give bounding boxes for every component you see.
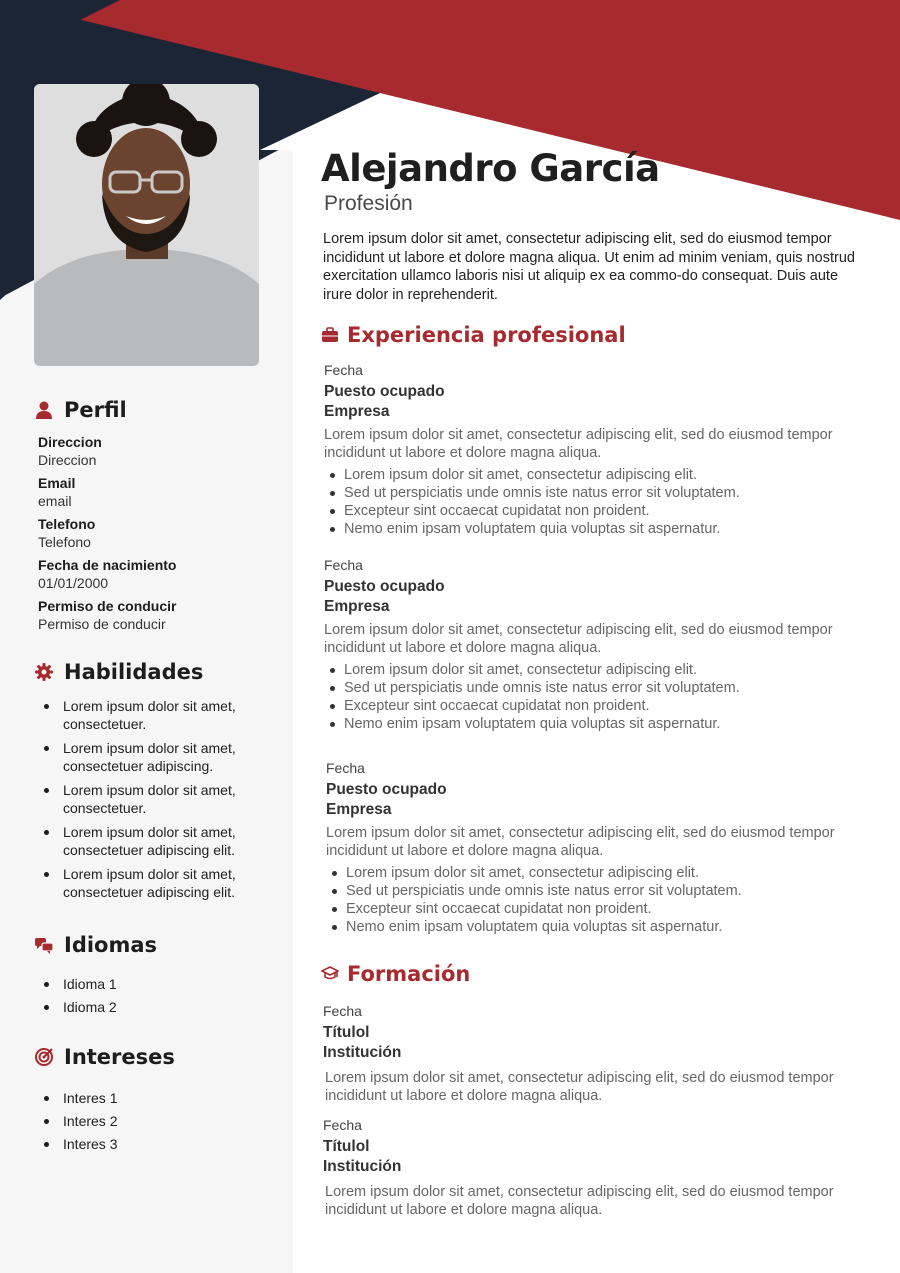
entry-bullets xyxy=(324,466,869,538)
education-entry xyxy=(323,1002,868,1105)
experience-heading xyxy=(321,323,626,347)
bullet-item: Excepteur sint occaecat cupidatat non proident. xyxy=(324,502,869,520)
contact-value: email xyxy=(38,493,72,509)
bullet-item: Nemo enim ipsam voluptatem quia voluptas sit aspernatur. xyxy=(324,520,869,538)
skill-item: Lorem ipsum dolor sit amet, consectetuer adipiscing. xyxy=(44,739,274,775)
bullet-item: Sed ut perspiciatis unde omnis iste natus error sit voluptatem. xyxy=(326,882,871,900)
experience-title: Experiencia profesional xyxy=(347,323,626,347)
skill-item: Lorem ipsum dolor sit amet, consectetuer. xyxy=(44,781,274,817)
education-title: Formación xyxy=(347,962,471,986)
language-item: Idioma 2 xyxy=(44,998,274,1016)
bullet-item: Lorem ipsum dolor sit amet, consectetur adipiscing elit. xyxy=(326,864,871,882)
contact-value: Direccion xyxy=(38,452,97,468)
entry-date: Fecha xyxy=(326,760,365,776)
entry-date: Fecha xyxy=(324,362,363,378)
contact-label: Permiso de conducir xyxy=(38,598,177,614)
entry-degree: Títulol xyxy=(323,1024,370,1041)
experience-entry xyxy=(326,759,871,936)
bullet-item: Nemo enim ipsam voluptatem quia voluptas sit aspernatur. xyxy=(326,918,871,936)
entry-date: Fecha xyxy=(323,1003,362,1019)
profile-photo xyxy=(34,84,259,366)
education-entry xyxy=(323,1116,868,1219)
entry-description: Lorem ipsum dolor sit amet, consectetur adipiscing elit, sed do eiusmod tempor incididunt ut labore et dolore magna aliqua. xyxy=(325,1070,834,1104)
entry-description: Lorem ipsum dolor sit amet, consectetur adipiscing elit, sed do eiusmod tempor incididunt ut labore et dolore magna aliqua. xyxy=(324,622,833,656)
skills-title: Habilidades xyxy=(64,660,204,684)
bullet-item: Excepteur sint occaecat cupidatat non proident. xyxy=(326,900,871,918)
profession: Profesión xyxy=(324,192,413,215)
entry-description: Lorem ipsum dolor sit amet, consectetur adipiscing elit, sed do eiusmod tempor incididunt ut labore et dolore magna aliqua. xyxy=(325,1184,834,1218)
target-icon xyxy=(34,1047,54,1067)
contact-label: Fecha de nacimiento xyxy=(38,557,177,573)
interest-item: Interes 3 xyxy=(44,1135,274,1153)
entry-institution: Institución xyxy=(323,1044,402,1061)
bullet-item: Excepteur sint occaecat cupidatat non proident. xyxy=(324,697,869,715)
contact-details xyxy=(38,434,278,633)
entry-company: Empresa xyxy=(324,403,390,420)
entry-role: Puesto ocupado xyxy=(324,383,445,400)
interests-list xyxy=(44,1089,274,1158)
profile-title: Perfil xyxy=(64,398,127,422)
skill-item: Lorem ipsum dolor sit amet, consectetuer. xyxy=(44,697,274,733)
entry-company: Empresa xyxy=(324,598,390,615)
experience-entry xyxy=(324,556,869,733)
skill-item: Lorem ipsum dolor sit amet, consectetuer adipiscing elit. xyxy=(44,823,274,859)
graduation-cap-icon xyxy=(321,965,339,983)
languages-heading xyxy=(34,933,157,957)
entry-bullets xyxy=(324,661,869,733)
entry-date: Fecha xyxy=(323,1117,362,1133)
user-icon xyxy=(34,400,54,420)
profile-heading xyxy=(34,398,127,422)
languages-list xyxy=(44,975,274,1021)
interests-title: Intereses xyxy=(64,1045,175,1069)
education-heading xyxy=(321,962,470,986)
contact-value: 01/01/2000 xyxy=(38,575,109,591)
chat-bubbles-icon xyxy=(34,935,54,955)
entry-degree: Títulol xyxy=(323,1138,370,1155)
bullet-item: Nemo enim ipsam voluptatem quia voluptas sit aspernatur. xyxy=(324,715,869,733)
entry-description: Lorem ipsum dolor sit amet, consectetur adipiscing elit, sed do eiusmod tempor incididunt ut labore et dolore magna aliqua. xyxy=(326,825,835,859)
bullet-item: Sed ut perspiciatis unde omnis iste natus error sit voluptatem. xyxy=(324,679,869,697)
candidate-name: Alejandro García xyxy=(321,147,660,190)
skills-list xyxy=(44,697,274,907)
contact-value: Permiso de conducir xyxy=(38,616,166,632)
entry-date: Fecha xyxy=(324,557,363,573)
languages-title: Idiomas xyxy=(64,933,158,957)
entry-role: Puesto ocupado xyxy=(326,781,447,798)
bullet-item: Sed ut perspiciatis unde omnis iste natus error sit voluptatem. xyxy=(324,484,869,502)
interest-item: Interes 1 xyxy=(44,1089,274,1107)
entry-company: Empresa xyxy=(326,801,392,818)
interest-item: Interes 2 xyxy=(44,1112,274,1130)
contact-label: Email xyxy=(38,475,76,491)
entry-description: Lorem ipsum dolor sit amet, consectetur adipiscing elit, sed do eiusmod tempor incididunt ut labore et dolore magna aliqua. xyxy=(324,427,833,461)
language-item: Idioma 1 xyxy=(44,975,274,993)
contact-label: Direccion xyxy=(38,434,102,450)
entry-institution: Institución xyxy=(323,1158,402,1175)
bullet-item: Lorem ipsum dolor sit amet, consectetur adipiscing elit. xyxy=(324,661,869,679)
entry-bullets xyxy=(326,864,871,936)
skill-item: Lorem ipsum dolor sit amet, consectetuer adipiscing elit. xyxy=(44,865,274,901)
interests-heading xyxy=(34,1045,175,1069)
contact-label: Telefono xyxy=(38,516,96,532)
bullet-item: Lorem ipsum dolor sit amet, consectetur adipiscing elit. xyxy=(324,466,869,484)
skills-heading xyxy=(34,660,203,684)
gear-icon xyxy=(34,662,54,682)
briefcase-icon xyxy=(321,326,339,344)
profile-summary: Lorem ipsum dolor sit amet, consectetur adipiscing elit, sed do eiusmod tempor incididunt ut labore et dolore magna aliqua. Ut enim ad minim veniam, quis nostrud exercitation ullamco laboris nisi ut aliquip ex ea commo-do consequat. Duis aute irure dolor in reprehenderit. xyxy=(323,231,855,303)
experience-entry xyxy=(324,361,869,538)
contact-value: Telefono xyxy=(38,534,91,550)
entry-role: Puesto ocupado xyxy=(324,578,445,595)
